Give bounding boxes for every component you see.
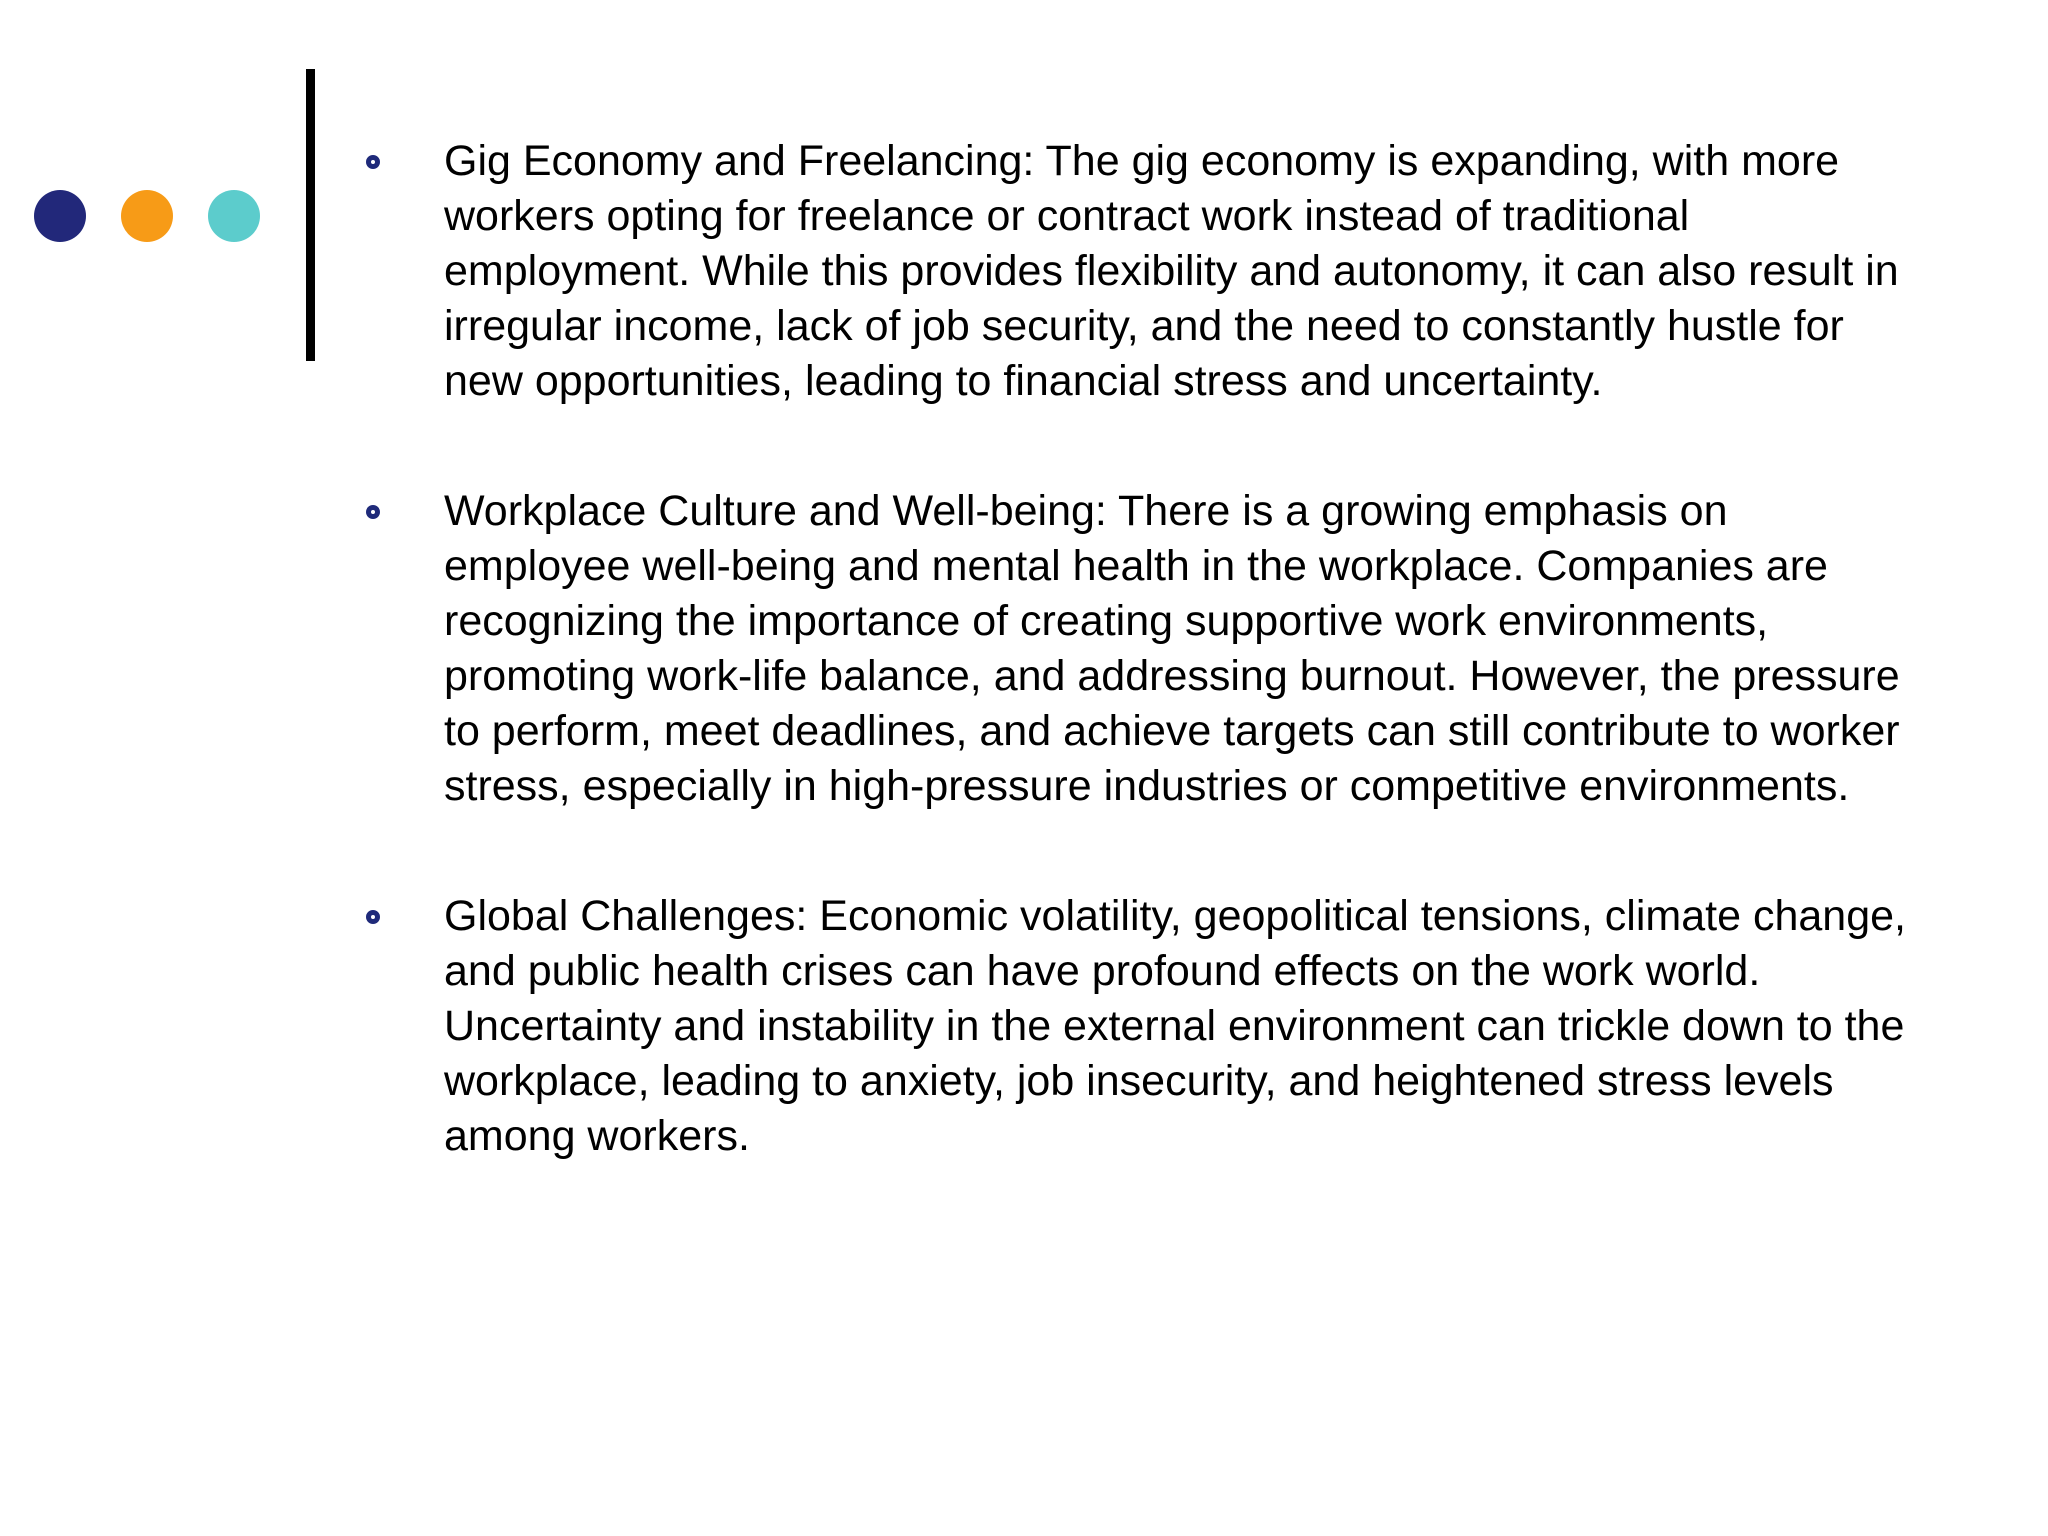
- bullet-ring-icon: [366, 910, 380, 924]
- list-item: [366, 484, 1906, 814]
- bullet-list: [366, 134, 1906, 1239]
- list-item: [366, 889, 1906, 1164]
- bullet-ring-icon: [366, 155, 380, 169]
- bullet-text: Workplace Culture and Well-being: There is a growing emphasis on employee well-being and mental health in the workplace. Companies are recognizing the importance of creating supportive work environments, promoting work-life balance, and addressing burnout. However, the pressure to perform, meet deadlines, and achieve targets can still contribute to worker stress, especially in high-pressure industries or competitive environments.: [444, 487, 1900, 810]
- bullet-text: Gig Economy and Freelancing: The gig economy is expanding, with more workers opting for freelance or contract work instead of traditional employment. While this provides flexibility and autonomy, it can also result in irregular income, lack of job security, and the need to constantly hustle for new opportunities, leading to financial stress and uncertainty.: [444, 137, 1899, 405]
- vertical-divider: [306, 69, 315, 361]
- list-item: [366, 134, 1906, 409]
- decorative-dot-navy: [34, 190, 86, 242]
- bullet-text: Global Challenges: Economic volatility, geopolitical tensions, climate change, and public health crises can have profound effects on the work world. Uncertainty and instability in the external environment can trickle down to the workplace, leading to anxiety, job insecurity, and heightened stress levels among workers.: [444, 892, 1906, 1160]
- decorative-dot-teal: [208, 190, 260, 242]
- bullet-ring-icon: [366, 505, 380, 519]
- decorative-dot-orange: [121, 190, 173, 242]
